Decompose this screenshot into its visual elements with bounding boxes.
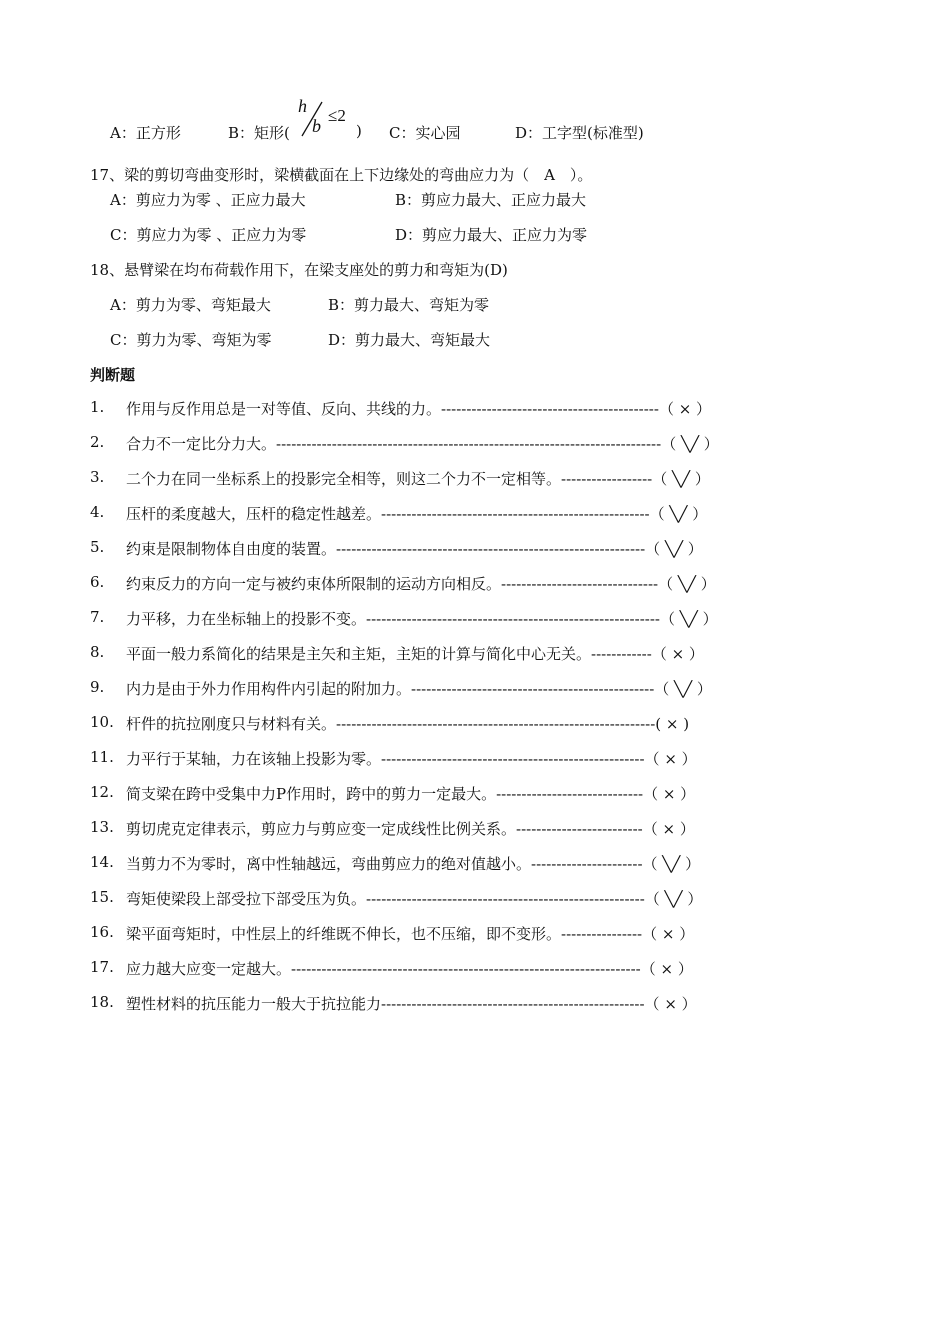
item-text: 简支梁在跨中受集中力P作用时，跨中的剪力一定最大。-----------------------------（ × ） (126, 785, 696, 803)
list-item (90, 923, 790, 945)
item-number: 16. (90, 923, 114, 941)
item-number: 14. (90, 853, 114, 871)
item-text: 弯矩使梁段上部受拉下部受压为负。-------------------------------------------------------（ ╲╱ ） (126, 890, 703, 908)
item-number: 4. (90, 503, 105, 521)
item-number: 18. (90, 993, 114, 1011)
q18-option-b: B：剪力最大、弯矩为零 (328, 296, 490, 314)
q18-option-c: C：剪力为零、弯矩为零 (110, 331, 272, 349)
list-item (90, 433, 790, 455)
item-text: 应力越大应变一定越大。---------------------------------------------------------------------（ × ） (126, 960, 693, 978)
item-number: 6. (90, 573, 105, 591)
q16-option-c: C：实心园 (389, 124, 461, 142)
item-text: 二个力在同一坐标系上的投影完全相等，则这二个力不一定相等。------------------（ ╲╱ ） (126, 470, 710, 488)
q16-option-d: D：工字型(标准型) (515, 124, 644, 142)
item-text: 杆件的抗拉刚度只与材料有关。---------------------------------------------------------------( × ) (126, 715, 690, 733)
item-number: 7. (90, 608, 105, 626)
item-text: 当剪力不为零时，离中性轴越远，弯曲剪应力的绝对值越小。----------------------（ ╲╱ ） (126, 855, 701, 873)
list-item (90, 503, 790, 525)
item-number: 8. (90, 643, 105, 661)
item-number: 10. (90, 713, 114, 731)
fraction-numerator: h (298, 96, 307, 116)
item-text: 压杆的柔度越大，压杆的稳定性越差。-----------------------------------------------------（ ╲╱ ） (126, 505, 708, 523)
q17-option-d: D：剪应力最大、正应力为零 (395, 226, 588, 244)
item-text: 剪切虎克定律表示，剪应力与剪应变一定成线性比例关系。-------------------------（ × ） (126, 820, 695, 838)
q18-option-d: D：剪力最大、弯矩最大 (328, 331, 491, 349)
section-heading-judgement: 判断题 (90, 366, 136, 384)
list-item (90, 608, 790, 630)
list-item (90, 853, 790, 875)
item-number: 9. (90, 678, 105, 696)
q16-fraction (292, 96, 362, 140)
item-text: 约束反力的方向一定与被约束体所限制的运动方向相反。-------------------------------（ ╲╱ ） (126, 575, 716, 593)
item-number: 5. (90, 538, 105, 556)
item-text: 力平移，力在坐标轴上的投影不变。----------------------------------------------------------（ ╲╱ ） (126, 610, 718, 628)
list-item (90, 538, 790, 560)
item-text: 平面一般力系简化的结果是主矢和主矩，主矩的计算与简化中心无关。------------（ × ） (126, 645, 704, 663)
list-item (90, 713, 790, 735)
list-item (90, 888, 790, 910)
q17-option-c: C：剪应力为零 、正应力为零 (110, 226, 307, 244)
fraction-denominator: b (312, 116, 321, 136)
q18-option-a: A：剪力为零、弯矩最大 (110, 296, 271, 314)
item-number: 1. (90, 398, 105, 416)
list-item (90, 748, 790, 770)
item-number: 11. (90, 748, 114, 766)
list-item (90, 678, 790, 700)
item-number: 2. (90, 433, 105, 451)
list-item (90, 398, 790, 420)
q16-option-a: A：正方形 (110, 124, 181, 142)
q17-option-b: B：剪应力最大、正应力最大 (395, 191, 587, 209)
item-text: 塑性材料的抗压能力一般大于抗拉能力----------------------------------------------------（ × ） (126, 995, 697, 1013)
list-item (90, 783, 790, 805)
list-item (90, 958, 790, 980)
item-number: 12. (90, 783, 114, 801)
q16-option-b-prefix: B：矩形( (228, 124, 290, 142)
list-item (90, 818, 790, 840)
list-item (90, 573, 790, 595)
item-number: 13. (90, 818, 114, 836)
q18-question: 18、悬臂梁在均布荷载作用下，在梁支座处的剪力和弯矩为(D) (90, 261, 508, 279)
item-text: 作用与反作用总是一对等值、反向、共线的力。-------------------------------------------（ × ） (126, 400, 712, 418)
q17-question: 17、梁的剪切弯曲变形时，梁横截面在上下边缘处的弯曲应力为（ A ）。 (90, 166, 593, 184)
list-item (90, 993, 790, 1015)
q17-option-a: A：剪应力为零 、正应力最大 (110, 191, 306, 209)
item-text: 梁平面弯矩时，中性层上的纤维既不伸长，也不压缩，即不变形。----------------（ × ） (126, 925, 695, 943)
item-text: 约束是限制物体自由度的装置。-------------------------------------------------------------（ ╲╱ ） (126, 540, 703, 558)
item-number: 3. (90, 468, 105, 486)
item-number: 15. (90, 888, 114, 906)
item-text: 合力不一定比分力大。----------------------------------------------------------------------------（ ╲╱ ） (126, 435, 719, 453)
list-item (90, 468, 790, 490)
list-item (90, 643, 790, 665)
le-two: ≤2 (328, 106, 346, 125)
item-number: 17. (90, 958, 114, 976)
item-text: 力平行于某轴，力在该轴上投影为零。----------------------------------------------------（ × ） (126, 750, 697, 768)
item-text: 内力是由于外力作用构件内引起的附加力。------------------------------------------------（ ╲╱ ） (126, 680, 712, 698)
q16-option-b-suffix: ) (356, 122, 362, 140)
